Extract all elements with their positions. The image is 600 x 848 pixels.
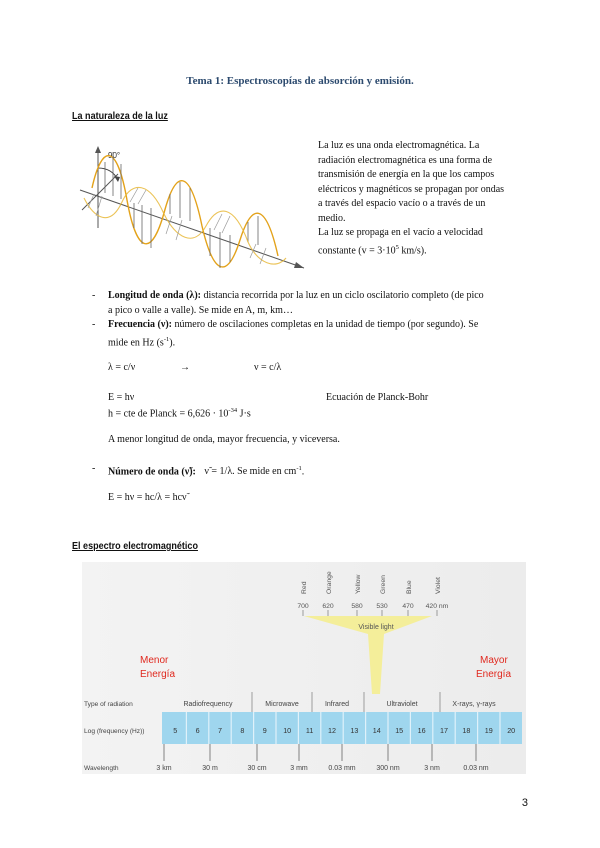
low-energy-label-2: Energía bbox=[140, 669, 176, 680]
log-frequency-value: 20 bbox=[507, 726, 516, 735]
document-title: Tema 1: Espectroscopías de absorción y emisión. bbox=[186, 75, 414, 87]
visible-color-name: Violet bbox=[435, 577, 442, 594]
log-frequency-value: 6 bbox=[195, 726, 200, 735]
term-frequency: Frecuencia (ν): bbox=[108, 319, 172, 330]
page-number: 3 bbox=[521, 797, 528, 809]
bullet-dash: - bbox=[92, 319, 96, 330]
magnetic-field-wave bbox=[84, 187, 286, 264]
electromagnetic-wave-figure bbox=[72, 138, 312, 278]
radiation-type-label: Radiofrequency bbox=[183, 701, 233, 708]
log-frequency-value: 10 bbox=[283, 726, 292, 735]
high-energy-label-1: Mayor bbox=[480, 655, 508, 666]
wavelength-label: 0.03 nm bbox=[463, 765, 489, 772]
log-frequency-value: 11 bbox=[305, 726, 314, 735]
section-heading-light-nature: La naturaleza de la luz bbox=[72, 110, 168, 122]
bullet-wavelength: Longitud de onda (λ): distancia recorrida por la luz en un ciclo oscilatorio completo (de pico a pico o valle a valle). Se mide en A, m, km… bbox=[108, 290, 484, 316]
electromagnetic-spectrum-figure bbox=[82, 562, 526, 774]
intro-line: medio. bbox=[318, 212, 346, 224]
row-label-wavelength: Wavelength bbox=[84, 765, 119, 772]
log-frequency-value: 5 bbox=[173, 726, 178, 735]
intro-line: La luz se propaga en el vacío a velocidad bbox=[318, 227, 483, 238]
electric-vectors bbox=[105, 152, 258, 268]
log-frequency-value: 19 bbox=[484, 726, 493, 735]
intro-line: La luz es una onda electromagnética. La bbox=[318, 140, 480, 151]
intro-line: a través del espacio vacío o a través de un bbox=[318, 198, 486, 209]
intro-line: radiación electromagnética es una forma de bbox=[318, 154, 493, 166]
visible-color-nm: 620 bbox=[322, 603, 334, 610]
visible-color-name: Red bbox=[301, 581, 308, 594]
visible-light-label: Visible light bbox=[358, 624, 394, 631]
row-label-frequency: Log (frequency (Hz)) bbox=[84, 728, 145, 735]
equation-energy-name: Ecuación de Planck-Bohr bbox=[326, 392, 429, 403]
intro-line-speed: constante ($v = 3\cdot 10^5$ km/s). bbox=[318, 243, 427, 256]
row-label-type: Type of radiation bbox=[84, 701, 133, 708]
visible-color-nm: 700 bbox=[297, 603, 309, 610]
equation-energy: E = hν bbox=[108, 392, 135, 403]
log-frequency-value: 7 bbox=[218, 726, 222, 735]
propagation-arrowhead bbox=[294, 262, 304, 268]
equation-lambda: λ = c/ν bbox=[108, 362, 136, 373]
magnetic-vectors bbox=[88, 188, 266, 264]
log-frequency-value: 12 bbox=[328, 726, 336, 735]
wavelength-label: 30 m bbox=[202, 765, 218, 772]
visible-color-name: Yellow bbox=[355, 574, 362, 594]
arrow-icon: → bbox=[180, 362, 190, 373]
angle-label: 90° bbox=[108, 151, 121, 160]
radiation-type-label: X-rays, γ-rays bbox=[452, 701, 496, 708]
high-energy-label-2: Energía bbox=[476, 669, 512, 680]
radiation-type-label: Microwave bbox=[265, 701, 299, 708]
log-frequency-value: 9 bbox=[262, 726, 267, 735]
wavelength-label: 300 nm bbox=[376, 765, 400, 772]
visible-color-nm: 420 nm bbox=[425, 603, 449, 610]
bullet-wavenumber: Número de onda (ν̃): ν̃ = 1/λ. Se mide en $cm^{-1}$. bbox=[108, 465, 305, 478]
relation-text: A menor longitud de onda, mayor frecuencia, y viceversa. bbox=[108, 434, 340, 445]
log-frequency-value: 8 bbox=[240, 726, 245, 735]
radiation-type-label: Infrared bbox=[324, 701, 350, 708]
section-heading-spectrum: El espectro electromagnético bbox=[72, 540, 198, 552]
bullet-dash: - bbox=[92, 463, 96, 474]
log-frequency-value: 13 bbox=[350, 726, 359, 735]
angle-arc bbox=[98, 168, 118, 180]
visible-color-name: Blue bbox=[406, 580, 413, 594]
equation-energy-full: E = hν = hc/λ = hcν̃ bbox=[108, 492, 187, 503]
intro-paragraph bbox=[318, 139, 538, 258]
log-frequency-value: 14 bbox=[372, 726, 381, 735]
visible-color-name: Orange bbox=[326, 571, 333, 594]
planck-constant: h = cte de Planck = $6,626 \cdot 10^{-34}$ J·s bbox=[108, 407, 251, 420]
term-wavelength: Longitud de onda (λ): bbox=[108, 290, 201, 301]
equation-nu: ν = c/λ bbox=[254, 362, 282, 373]
log-frequency-value: 15 bbox=[395, 726, 404, 735]
wavelength-label: 30 cm bbox=[247, 765, 267, 772]
radiation-type-label: Ultraviolet bbox=[386, 701, 418, 708]
electric-field-wave bbox=[92, 156, 278, 267]
visible-color-name: Green bbox=[380, 575, 387, 594]
visible-color-nm: 580 bbox=[351, 603, 363, 610]
visible-color-nm: 470 bbox=[402, 603, 414, 610]
wavelength-label: 3 nm bbox=[424, 765, 440, 772]
log-frequency-value: 18 bbox=[462, 726, 471, 735]
low-energy-label-1: Menor bbox=[140, 655, 169, 666]
term-wavenumber: Número de onda (ν̃): bbox=[108, 466, 196, 478]
bullet-frequency: Frecuencia (ν): número de oscilaciones completas en la unidad de tiempo (por segundo). Se mide en Hz $(s^{-1})$. bbox=[108, 319, 479, 348]
wavelength-label: 0.03 mm bbox=[328, 765, 356, 772]
intro-line: eléctricos y magnéticos se propagan por ondas bbox=[318, 183, 505, 195]
bullet-dash: - bbox=[92, 290, 96, 301]
log-frequency-value: 17 bbox=[440, 726, 448, 735]
wavelength-label: 3 km bbox=[156, 765, 172, 772]
wavelength-label: 3 mm bbox=[290, 765, 308, 772]
intro-line: transmisión de energía en la que los campos bbox=[318, 169, 495, 180]
log-frequency-value: 16 bbox=[417, 726, 426, 735]
visible-color-nm: 530 bbox=[376, 603, 388, 610]
